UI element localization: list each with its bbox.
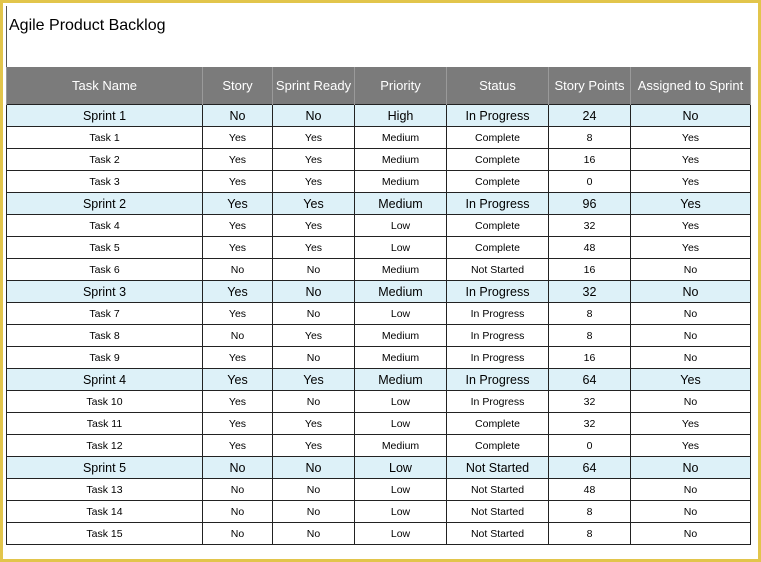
cell-priority[interactable]: Low — [355, 215, 447, 237]
cell-priority[interactable]: Low — [355, 501, 447, 523]
cell-story-points[interactable]: 8 — [549, 303, 631, 325]
cell-status[interactable]: In Progress — [447, 325, 549, 347]
cell-story-points[interactable]: 8 — [549, 325, 631, 347]
cell-task-name[interactable]: Task 3 — [7, 171, 203, 193]
cell-priority[interactable]: Medium — [355, 347, 447, 369]
cell-priority[interactable]: Medium — [355, 193, 447, 215]
cell-assigned-to-sprint[interactable]: No — [631, 457, 751, 479]
cell-assigned-to-sprint[interactable]: No — [631, 479, 751, 501]
cell-priority[interactable]: Low — [355, 413, 447, 435]
cell-story[interactable]: Yes — [203, 215, 273, 237]
title-cell — [6, 6, 758, 67]
cell-sprint-ready[interactable]: Yes — [273, 171, 355, 193]
task-row — [7, 215, 751, 237]
cell-story[interactable]: Yes — [203, 435, 273, 457]
table-body — [7, 105, 751, 545]
cell-story[interactable]: No — [203, 523, 273, 545]
cell-task-name[interactable]: Task 14 — [7, 501, 203, 523]
cell-story-points[interactable]: 48 — [549, 479, 631, 501]
cell-story[interactable]: Yes — [203, 237, 273, 259]
cell-priority[interactable]: Medium — [355, 369, 447, 391]
cell-story-points[interactable]: 32 — [549, 281, 631, 303]
cell-sprint-ready[interactable]: Yes — [273, 149, 355, 171]
cell-status[interactable]: Complete — [447, 435, 549, 457]
cell-story[interactable]: Yes — [203, 369, 273, 391]
cell-sprint-ready[interactable]: No — [273, 479, 355, 501]
cell-status[interactable]: In Progress — [447, 281, 549, 303]
cell-story-points[interactable]: 24 — [549, 105, 631, 127]
sprint-row — [7, 281, 751, 303]
cell-priority[interactable]: Low — [355, 523, 447, 545]
cell-status[interactable]: Not Started — [447, 501, 549, 523]
cell-story[interactable]: Yes — [203, 171, 273, 193]
cell-task-name[interactable]: Task 2 — [7, 149, 203, 171]
cell-story-points[interactable]: 32 — [549, 215, 631, 237]
backlog-table — [6, 67, 751, 545]
cell-status[interactable]: In Progress — [447, 105, 549, 127]
cell-story[interactable]: No — [203, 325, 273, 347]
cell-task-name[interactable]: Task 4 — [7, 215, 203, 237]
cell-priority[interactable]: Low — [355, 391, 447, 413]
cell-status[interactable]: Not Started — [447, 457, 549, 479]
cell-story-points[interactable]: 0 — [549, 435, 631, 457]
task-row — [7, 325, 751, 347]
cell-sprint-ready[interactable]: No — [273, 303, 355, 325]
cell-sprint-ready[interactable]: No — [273, 105, 355, 127]
column-header-story-points: Story Points — [549, 67, 631, 105]
cell-story[interactable]: No — [203, 501, 273, 523]
cell-story[interactable]: No — [203, 479, 273, 501]
cell-task-name[interactable]: Sprint 4 — [7, 369, 203, 391]
cell-story-points[interactable]: 16 — [549, 259, 631, 281]
cell-status[interactable]: In Progress — [447, 347, 549, 369]
cell-status[interactable]: Not Started — [447, 259, 549, 281]
column-header-priority: Priority — [355, 67, 447, 105]
cell-story-points[interactable]: 16 — [549, 149, 631, 171]
cell-task-name[interactable]: Sprint 1 — [7, 105, 203, 127]
cell-story-points[interactable]: 96 — [549, 193, 631, 215]
cell-priority[interactable]: Medium — [355, 127, 447, 149]
cell-sprint-ready[interactable]: Yes — [273, 325, 355, 347]
column-header-story: Story — [203, 67, 273, 105]
cell-story-points[interactable]: 32 — [549, 391, 631, 413]
cell-assigned-to-sprint[interactable]: No — [631, 281, 751, 303]
task-row — [7, 479, 751, 501]
task-row — [7, 391, 751, 413]
cell-assigned-to-sprint[interactable]: Yes — [631, 435, 751, 457]
cell-sprint-ready[interactable]: Yes — [273, 413, 355, 435]
cell-status[interactable]: Not Started — [447, 479, 549, 501]
cell-sprint-ready[interactable]: Yes — [273, 193, 355, 215]
cell-assigned-to-sprint[interactable]: Yes — [631, 171, 751, 193]
cell-assigned-to-sprint[interactable]: No — [631, 303, 751, 325]
cell-status[interactable]: Complete — [447, 127, 549, 149]
cell-story[interactable]: Yes — [203, 347, 273, 369]
cell-status[interactable]: In Progress — [447, 391, 549, 413]
task-row — [7, 303, 751, 325]
task-row — [7, 171, 751, 193]
cell-story[interactable]: Yes — [203, 303, 273, 325]
cell-status[interactable]: Complete — [447, 149, 549, 171]
cell-assigned-to-sprint[interactable]: No — [631, 325, 751, 347]
cell-story-points[interactable]: 64 — [549, 457, 631, 479]
cell-story-points[interactable]: 0 — [549, 171, 631, 193]
cell-priority[interactable]: Medium — [355, 149, 447, 171]
cell-task-name[interactable]: Task 5 — [7, 237, 203, 259]
task-row — [7, 127, 751, 149]
cell-priority[interactable]: Low — [355, 237, 447, 259]
cell-assigned-to-sprint[interactable]: No — [631, 105, 751, 127]
cell-story[interactable]: No — [203, 105, 273, 127]
cell-story[interactable]: Yes — [203, 149, 273, 171]
cell-priority[interactable]: High — [355, 105, 447, 127]
cell-story-points[interactable]: 48 — [549, 237, 631, 259]
cell-sprint-ready[interactable]: No — [273, 259, 355, 281]
task-row — [7, 237, 751, 259]
cell-assigned-to-sprint[interactable]: Yes — [631, 149, 751, 171]
cell-sprint-ready[interactable]: No — [273, 347, 355, 369]
cell-story[interactable]: Yes — [203, 413, 273, 435]
column-header-task-name: Task Name — [7, 67, 203, 105]
cell-task-name[interactable]: Sprint 3 — [7, 281, 203, 303]
sprint-row — [7, 369, 751, 391]
task-row — [7, 413, 751, 435]
cell-sprint-ready[interactable]: No — [273, 391, 355, 413]
cell-story[interactable]: Yes — [203, 391, 273, 413]
cell-story[interactable]: Yes — [203, 127, 273, 149]
cell-status[interactable]: In Progress — [447, 303, 549, 325]
task-row — [7, 501, 751, 523]
cell-status[interactable]: Complete — [447, 215, 549, 237]
cell-story-points[interactable]: 8 — [549, 127, 631, 149]
cell-assigned-to-sprint[interactable]: Yes — [631, 127, 751, 149]
cell-sprint-ready[interactable]: No — [273, 501, 355, 523]
sprint-row — [7, 457, 751, 479]
cell-sprint-ready[interactable]: Yes — [273, 237, 355, 259]
page-title: Agile Product Backlog — [9, 17, 166, 34]
cell-priority[interactable]: Low — [355, 457, 447, 479]
cell-assigned-to-sprint[interactable]: Yes — [631, 193, 751, 215]
cell-sprint-ready[interactable]: Yes — [273, 435, 355, 457]
cell-task-name[interactable]: Task 10 — [7, 391, 203, 413]
cell-status[interactable]: Not Started — [447, 523, 549, 545]
cell-sprint-ready[interactable]: Yes — [273, 127, 355, 149]
cell-status[interactable]: In Progress — [447, 193, 549, 215]
column-header-assigned-to-sprint: Assigned to Sprint — [631, 67, 751, 105]
cell-status[interactable]: In Progress — [447, 369, 549, 391]
cell-priority[interactable]: Medium — [355, 281, 447, 303]
cell-priority[interactable]: Medium — [355, 325, 447, 347]
task-row — [7, 347, 751, 369]
cell-story[interactable]: Yes — [203, 281, 273, 303]
cell-story-points[interactable]: 8 — [549, 523, 631, 545]
cell-sprint-ready[interactable]: No — [273, 457, 355, 479]
cell-priority[interactable]: Medium — [355, 259, 447, 281]
cell-priority[interactable]: Low — [355, 303, 447, 325]
cell-priority[interactable]: Low — [355, 479, 447, 501]
cell-task-name[interactable]: Task 12 — [7, 435, 203, 457]
task-row — [7, 149, 751, 171]
cell-task-name[interactable]: Sprint 5 — [7, 457, 203, 479]
cell-assigned-to-sprint[interactable]: Yes — [631, 237, 751, 259]
cell-sprint-ready[interactable]: No — [273, 523, 355, 545]
cell-assigned-to-sprint[interactable]: Yes — [631, 369, 751, 391]
cell-task-name[interactable]: Task 6 — [7, 259, 203, 281]
sprint-row — [7, 193, 751, 215]
cell-task-name[interactable]: Sprint 2 — [7, 193, 203, 215]
column-header-sprint-ready: Sprint Ready — [273, 67, 355, 105]
cell-task-name[interactable]: Task 8 — [7, 325, 203, 347]
cell-assigned-to-sprint[interactable]: Yes — [631, 215, 751, 237]
cell-assigned-to-sprint[interactable]: No — [631, 523, 751, 545]
cell-story[interactable]: No — [203, 259, 273, 281]
cell-sprint-ready[interactable]: Yes — [273, 369, 355, 391]
cell-assigned-to-sprint[interactable]: Yes — [631, 413, 751, 435]
cell-task-name[interactable]: Task 7 — [7, 303, 203, 325]
cell-task-name[interactable]: Task 13 — [7, 479, 203, 501]
cell-priority[interactable]: Medium — [355, 171, 447, 193]
column-header-status: Status — [447, 67, 549, 105]
task-row — [7, 435, 751, 457]
cell-sprint-ready[interactable]: No — [273, 281, 355, 303]
cell-story-points[interactable]: 16 — [549, 347, 631, 369]
cell-assigned-to-sprint[interactable]: No — [631, 259, 751, 281]
cell-task-name[interactable]: Task 9 — [7, 347, 203, 369]
cell-task-name[interactable]: Task 1 — [7, 127, 203, 149]
cell-story[interactable]: No — [203, 457, 273, 479]
cell-assigned-to-sprint[interactable]: No — [631, 501, 751, 523]
cell-assigned-to-sprint[interactable]: No — [631, 391, 751, 413]
cell-priority[interactable]: Medium — [355, 435, 447, 457]
cell-story[interactable]: Yes — [203, 193, 273, 215]
cell-task-name[interactable]: Task 11 — [7, 413, 203, 435]
cell-task-name[interactable]: Task 15 — [7, 523, 203, 545]
task-row — [7, 523, 751, 545]
cell-assigned-to-sprint[interactable]: No — [631, 347, 751, 369]
cell-story-points[interactable]: 64 — [549, 369, 631, 391]
cell-status[interactable]: Complete — [447, 171, 549, 193]
cell-status[interactable]: Complete — [447, 237, 549, 259]
cell-story-points[interactable]: 32 — [549, 413, 631, 435]
table-header-row — [7, 67, 751, 105]
cell-story-points[interactable]: 8 — [549, 501, 631, 523]
task-row — [7, 259, 751, 281]
cell-sprint-ready[interactable]: Yes — [273, 215, 355, 237]
sprint-row — [7, 105, 751, 127]
cell-status[interactable]: Complete — [447, 413, 549, 435]
